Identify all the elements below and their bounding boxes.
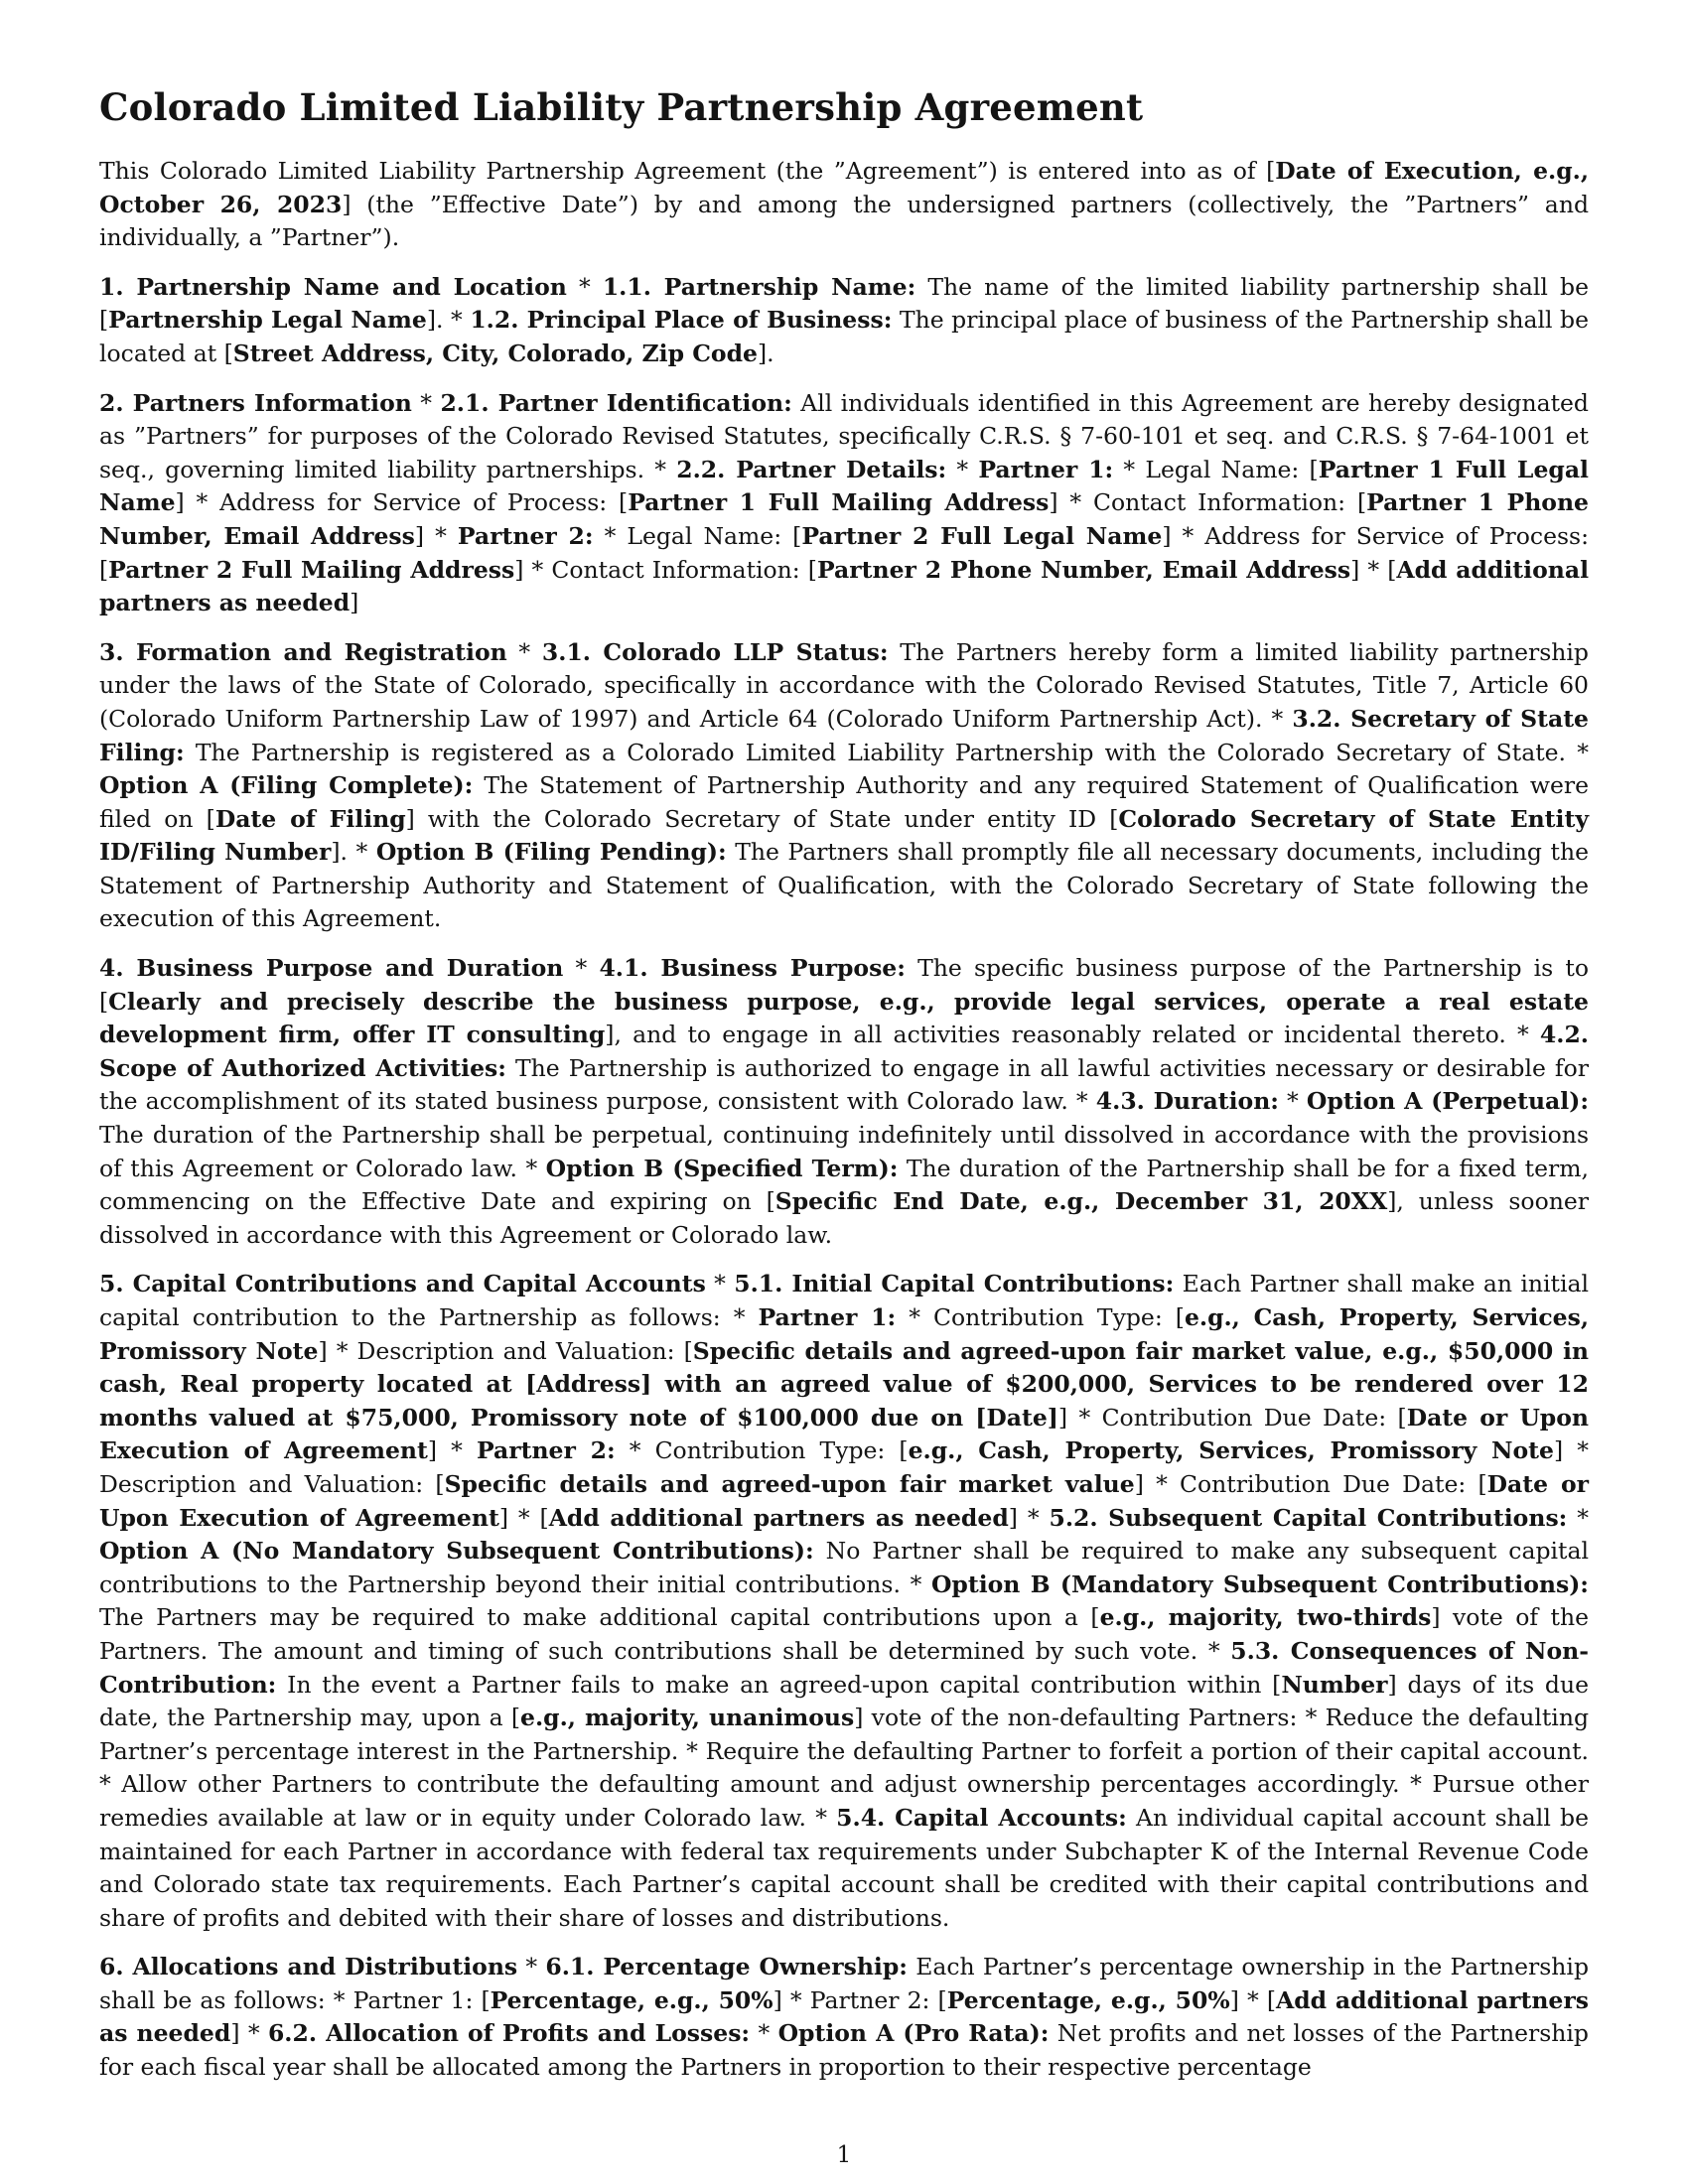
bold-text: 3. Formation and Registration [99, 637, 507, 666]
text-run: ] * Contribution Due Date: [ [1134, 1469, 1487, 1498]
intro-paragraph [99, 155, 1589, 255]
bold-text: Date of Execution, e.g., October 26, 2023 [99, 157, 1589, 218]
text-run: ] * [ [1350, 555, 1397, 584]
bold-text: Partner 1 Full Legal Name [99, 455, 1589, 517]
bold-text: Specific End Date, e.g., December 31, 20XX [774, 1187, 1388, 1216]
text-run: * Contribution Type: [ [896, 1303, 1185, 1331]
text-run: * [1567, 1503, 1590, 1532]
bold-text: 5.2. Subsequent Capital Contributions: [1049, 1503, 1568, 1532]
bold-text: e.g., majority, two-thirds [1099, 1603, 1432, 1632]
bold-text: Street Address, City, Colorado, Zip Code [232, 339, 758, 367]
bold-text: 5.3. Consequences of Non-Contribution: [99, 1636, 1589, 1699]
bold-text: Add additional partners as needed [99, 555, 1589, 617]
text-run: All individuals identified in this Agreement are hereby designated as ”Partners” for purposes of the Colorado Revised Statutes, specifically C.R.S. § 7-60-101 et seq. and C.R.S. § 7-64-1001 et seq., governing limited liability partnerships. * [99, 388, 1589, 483]
text-run: The duration of the Partnership shall be for a fixed term, commencing on the Effective Date and expiring on [ [99, 1154, 1590, 1216]
bold-text: e.g., Cash, Property, Services, Promissory Note [908, 1436, 1554, 1465]
bold-text: Specific details and agreed-upon fair market value [444, 1469, 1135, 1498]
text-run: ] * Description and Valuation: [ [318, 1336, 693, 1365]
document-title: Colorado Limited Liability Partnership Agreement [99, 85, 1144, 129]
text-run: * [750, 2019, 778, 2048]
text-run: Each Partner shall make an initial capital contribution to the Partnership as follows: * [99, 1270, 1589, 1331]
text-run: An individual capital account shall be maintained for each Partner in accordance with federal tax requirements under Subchapter K of the Internal Revenue Code and Colorado state tax requirements. Each Partner’s capital account shall be credited with their capital contributions and share of profits and debited with their share of losses and distributions. [99, 1803, 1589, 1932]
text-run: The Statement of Partnership Authority and any required Statement of Qualification were filed on [ [99, 771, 1589, 833]
section-4-business-purpose-and-duration [99, 952, 1589, 1252]
text-run: The specific business purpose of the Partnership is to [ [99, 954, 1589, 1016]
text-run: * [1278, 1087, 1307, 1116]
bold-text: 3.2. Secretary of State Filing: [99, 704, 1589, 766]
bold-text: Option A (Perpetual): [1306, 1087, 1589, 1116]
bold-text: Number [1281, 1670, 1388, 1699]
text-run: ] * Partner 2: [ [773, 1985, 947, 2014]
bold-text: 6.1. Percentage Ownership: [545, 1953, 908, 1981]
text-run: The Partnership is authorized to engage in all lawful activities necessary or desirable for the accomplishment of its stated business purpose, consistent with Colorado law. * [99, 1053, 1590, 1116]
bold-text: 6.2. Allocation of Profits and Losses: [267, 2019, 751, 2048]
text-run: ], unless sooner dissolved in accordance with this Agreement or Colorado law. [99, 1187, 1589, 1249]
section-1-partnership-name-and-location [99, 271, 1589, 371]
bold-text: 1.2. Principal Place of Business: [470, 306, 893, 335]
text-run: The Partners may be required to make additional capital contributions upon a [ [99, 1603, 1100, 1632]
bold-text: Specific details and agreed-upon fair market value, e.g., $50,000 in cash, Real property located at [Address] with an agreed value of $200,000, Services to be rendered over 12 months valued at $75,000, Promissory note of $100,000 due on [Date] [99, 1336, 1590, 1432]
bold-text: Partner 1: [978, 455, 1114, 483]
text-run: No Partner shall be required to make any subsequent capital contributions to the Partnership beyond their initial contributions. * [99, 1537, 1589, 1598]
text-run: * [946, 455, 979, 483]
bold-text: Partner 2 Full Legal Name [801, 521, 1163, 550]
bold-text: 5. Capital Contributions and Capital Accounts [99, 1270, 706, 1298]
bold-text: 4. Business Purpose and Duration [99, 954, 564, 983]
bold-text: Partner 1: [758, 1303, 897, 1331]
bold-text: Option A (Filing Complete): [99, 771, 474, 800]
bold-text: Colorado Secretary of State Entity ID/Filing Number [99, 804, 1589, 867]
bold-text: Add additional partners as needed [548, 1503, 1009, 1532]
text-run: ] * Address for Service of Process: [ [99, 521, 1590, 584]
text-run: ] * [ [1229, 1985, 1276, 2014]
text-run: ]. * [426, 306, 471, 335]
bold-text: Partner 2 Full Mailing Address [108, 555, 515, 584]
bold-text: 5.4. Capital Accounts: [836, 1803, 1127, 1832]
text-run: ] (the ”Effective Date”) by and among the undersigned partners (collectively, the ”Partners” and individually, a ”Partner”). [99, 190, 1589, 252]
bold-text: 3.1. Colorado LLP Status: [541, 637, 889, 666]
bold-text: 2.1. Partner Identification: [440, 388, 792, 417]
text-run: The duration of the Partnership shall be perpetual, continuing indefinitely until dissolved in accordance with the provisions of this Agreement or Colorado law. * [99, 1121, 1589, 1182]
document-page [99, 85, 1589, 2101]
bold-text: 4.1. Business Purpose: [599, 954, 906, 983]
text-run: * Contribution Type: [ [615, 1436, 909, 1465]
text-run: ] * Contribution Due Date: [ [1057, 1403, 1407, 1432]
text-run: * [411, 388, 441, 417]
page-number: 1 [836, 2142, 852, 2168]
bold-text: 2.2. Partner Details: [676, 455, 947, 483]
bold-text: Option B (Specified Term): [545, 1154, 899, 1182]
bold-text: Clearly and precisely describe the business purpose, e.g., provide legal services, operate a real estate development firm, offer IT consulting [99, 987, 1589, 1049]
text-run: ] vote of the non-defaulting Partners: * Reduce the defaulting Partner’s percentage interest in the Partnership. * Require the defaulting Partner to forfeit a portion of their capital account. * Allow other Partners to contribute the defaulting amount and adjust ownership percentages accordingly. * Pursue other remedies available at law or in equity under Colorado law. * [99, 1704, 1590, 1832]
bold-text: 6. Allocations and Distributions [99, 1953, 518, 1981]
text-run: ] * Contact Information: [ [514, 555, 817, 584]
text-run: The name of the limited liability partnership shall be [ [99, 272, 1589, 335]
text-run: * [563, 954, 600, 983]
text-run: * [705, 1270, 735, 1298]
text-run: Each Partner’s percentage ownership in the Partnership shall be as follows: * Partner 1: [ [99, 1953, 1589, 2014]
text-run: ] * [ [498, 1503, 549, 1532]
bold-text: 4.2. Scope of Authorized Activities: [99, 1021, 1589, 1082]
text-run: ] * Address for Service of Process: [ [175, 488, 629, 517]
bold-text: Partner 2 Phone Number, Email Address [816, 555, 1351, 584]
text-run: ] [350, 589, 359, 617]
bold-text: Option B (Mandatory Subsequent Contributions): [930, 1570, 1589, 1598]
bold-text: Add additional partners as needed [99, 1985, 1589, 2048]
text-run: ], and to engage in all activities reasonably related or incidental thereto. * [605, 1021, 1540, 1049]
text-run: ] * [230, 2019, 268, 2048]
text-run: * Legal Name: [ [593, 521, 802, 550]
text-run: ] * [1008, 1503, 1050, 1532]
text-run: This Colorado Limited Liability Partnership Agreement (the ”Agreement”) is entered into as of [ [99, 157, 1276, 185]
text-run: In the event a Partner fails to make an agreed-upon capital contribution within [ [276, 1670, 1282, 1699]
bold-text: Percentage, e.g., 50% [946, 1985, 1230, 2014]
text-run: ] * Description and Valuation: [ [99, 1436, 1589, 1498]
text-run: ] days of its due date, the Partnership may, upon a [ [99, 1670, 1589, 1732]
bold-text: Partner 2: [476, 1436, 616, 1465]
text-run: Net profits and net losses of the Partnership for each fiscal year shall be allocated among the Partners in proportion to their respective percentage [99, 2019, 1589, 2082]
bold-text: Date or Upon Execution of Agreement [99, 1403, 1590, 1465]
section-3-formation-and-registration [99, 636, 1589, 936]
document-body [99, 155, 1589, 2085]
bold-text: 1. Partnership Name and Location [99, 272, 567, 301]
bold-text: Date of Filing [214, 804, 406, 833]
text-run: * Legal Name: [ [1113, 455, 1319, 483]
text-run: ] * [427, 1436, 477, 1465]
bold-text: Option B (Filing Pending): [375, 838, 727, 867]
text-run: ] * Contact Information: [ [1049, 488, 1367, 517]
bold-text: Option A (No Mandatory Subsequent Contributions): [99, 1537, 814, 1566]
text-run: * [566, 272, 603, 301]
text-run: ] * [414, 521, 458, 550]
text-run: The Partners shall promptly file all necessary documents, including the Statement of Partnership Authority and Statement of Qualification, with the Colorado Secretary of State following the execution of this Agreement. [99, 838, 1589, 933]
text-run: * [506, 637, 542, 666]
text-run: The Partnership is registered as a Colorado Limited Liability Partnership with the Colorado Secretary of State. * [184, 738, 1589, 766]
bold-text: 4.3. Duration: [1095, 1087, 1279, 1116]
bold-text: 5.1. Initial Capital Contributions: [734, 1270, 1175, 1298]
bold-text: e.g., Cash, Property, Services, Promissory Note [99, 1303, 1590, 1365]
bold-text: Partner 1 Full Mailing Address [628, 488, 1050, 517]
bold-text: Partnership Legal Name [108, 306, 427, 335]
text-run: The Partners hereby form a limited liability partnership under the laws of the State of Colorado, specifically in accordance with the Colorado Revised Statutes, Title 7, Article 60 (Colorado Uniform Partnership Law of 1997) and Article 64 (Colorado Uniform Partnership Act). * [99, 637, 1589, 733]
section-5-capital-contributions [99, 1268, 1589, 1935]
text-run: ]. [757, 339, 774, 367]
section-2-partners-information [99, 387, 1589, 620]
text-run: * [517, 1953, 546, 1981]
text-run: ] with the Colorado Secretary of State under entity ID [ [405, 804, 1119, 833]
bold-text: Partner 1 Phone Number, Email Address [99, 488, 1589, 550]
bold-text: Partner 2: [457, 521, 594, 550]
text-run: The principal place of business of the Partnership shall be located at [ [99, 306, 1590, 367]
bold-text: Date or Upon Execution of Agreement [99, 1469, 1590, 1532]
text-run: ]. * [331, 838, 376, 867]
bold-text: 1.1. Partnership Name: [602, 272, 916, 301]
text-run: ] vote of the Partners. The amount and timing of such contributions shall be determined by such vote. * [99, 1603, 1590, 1665]
bold-text: 2. Partners Information [99, 388, 412, 417]
bold-text: Option A (Pro Rata): [777, 2019, 1050, 2048]
section-6-allocations-and-distributions [99, 1951, 1589, 2084]
bold-text: e.g., majority, unanimous [520, 1704, 855, 1732]
bold-text: Percentage, e.g., 50% [490, 1985, 774, 2014]
